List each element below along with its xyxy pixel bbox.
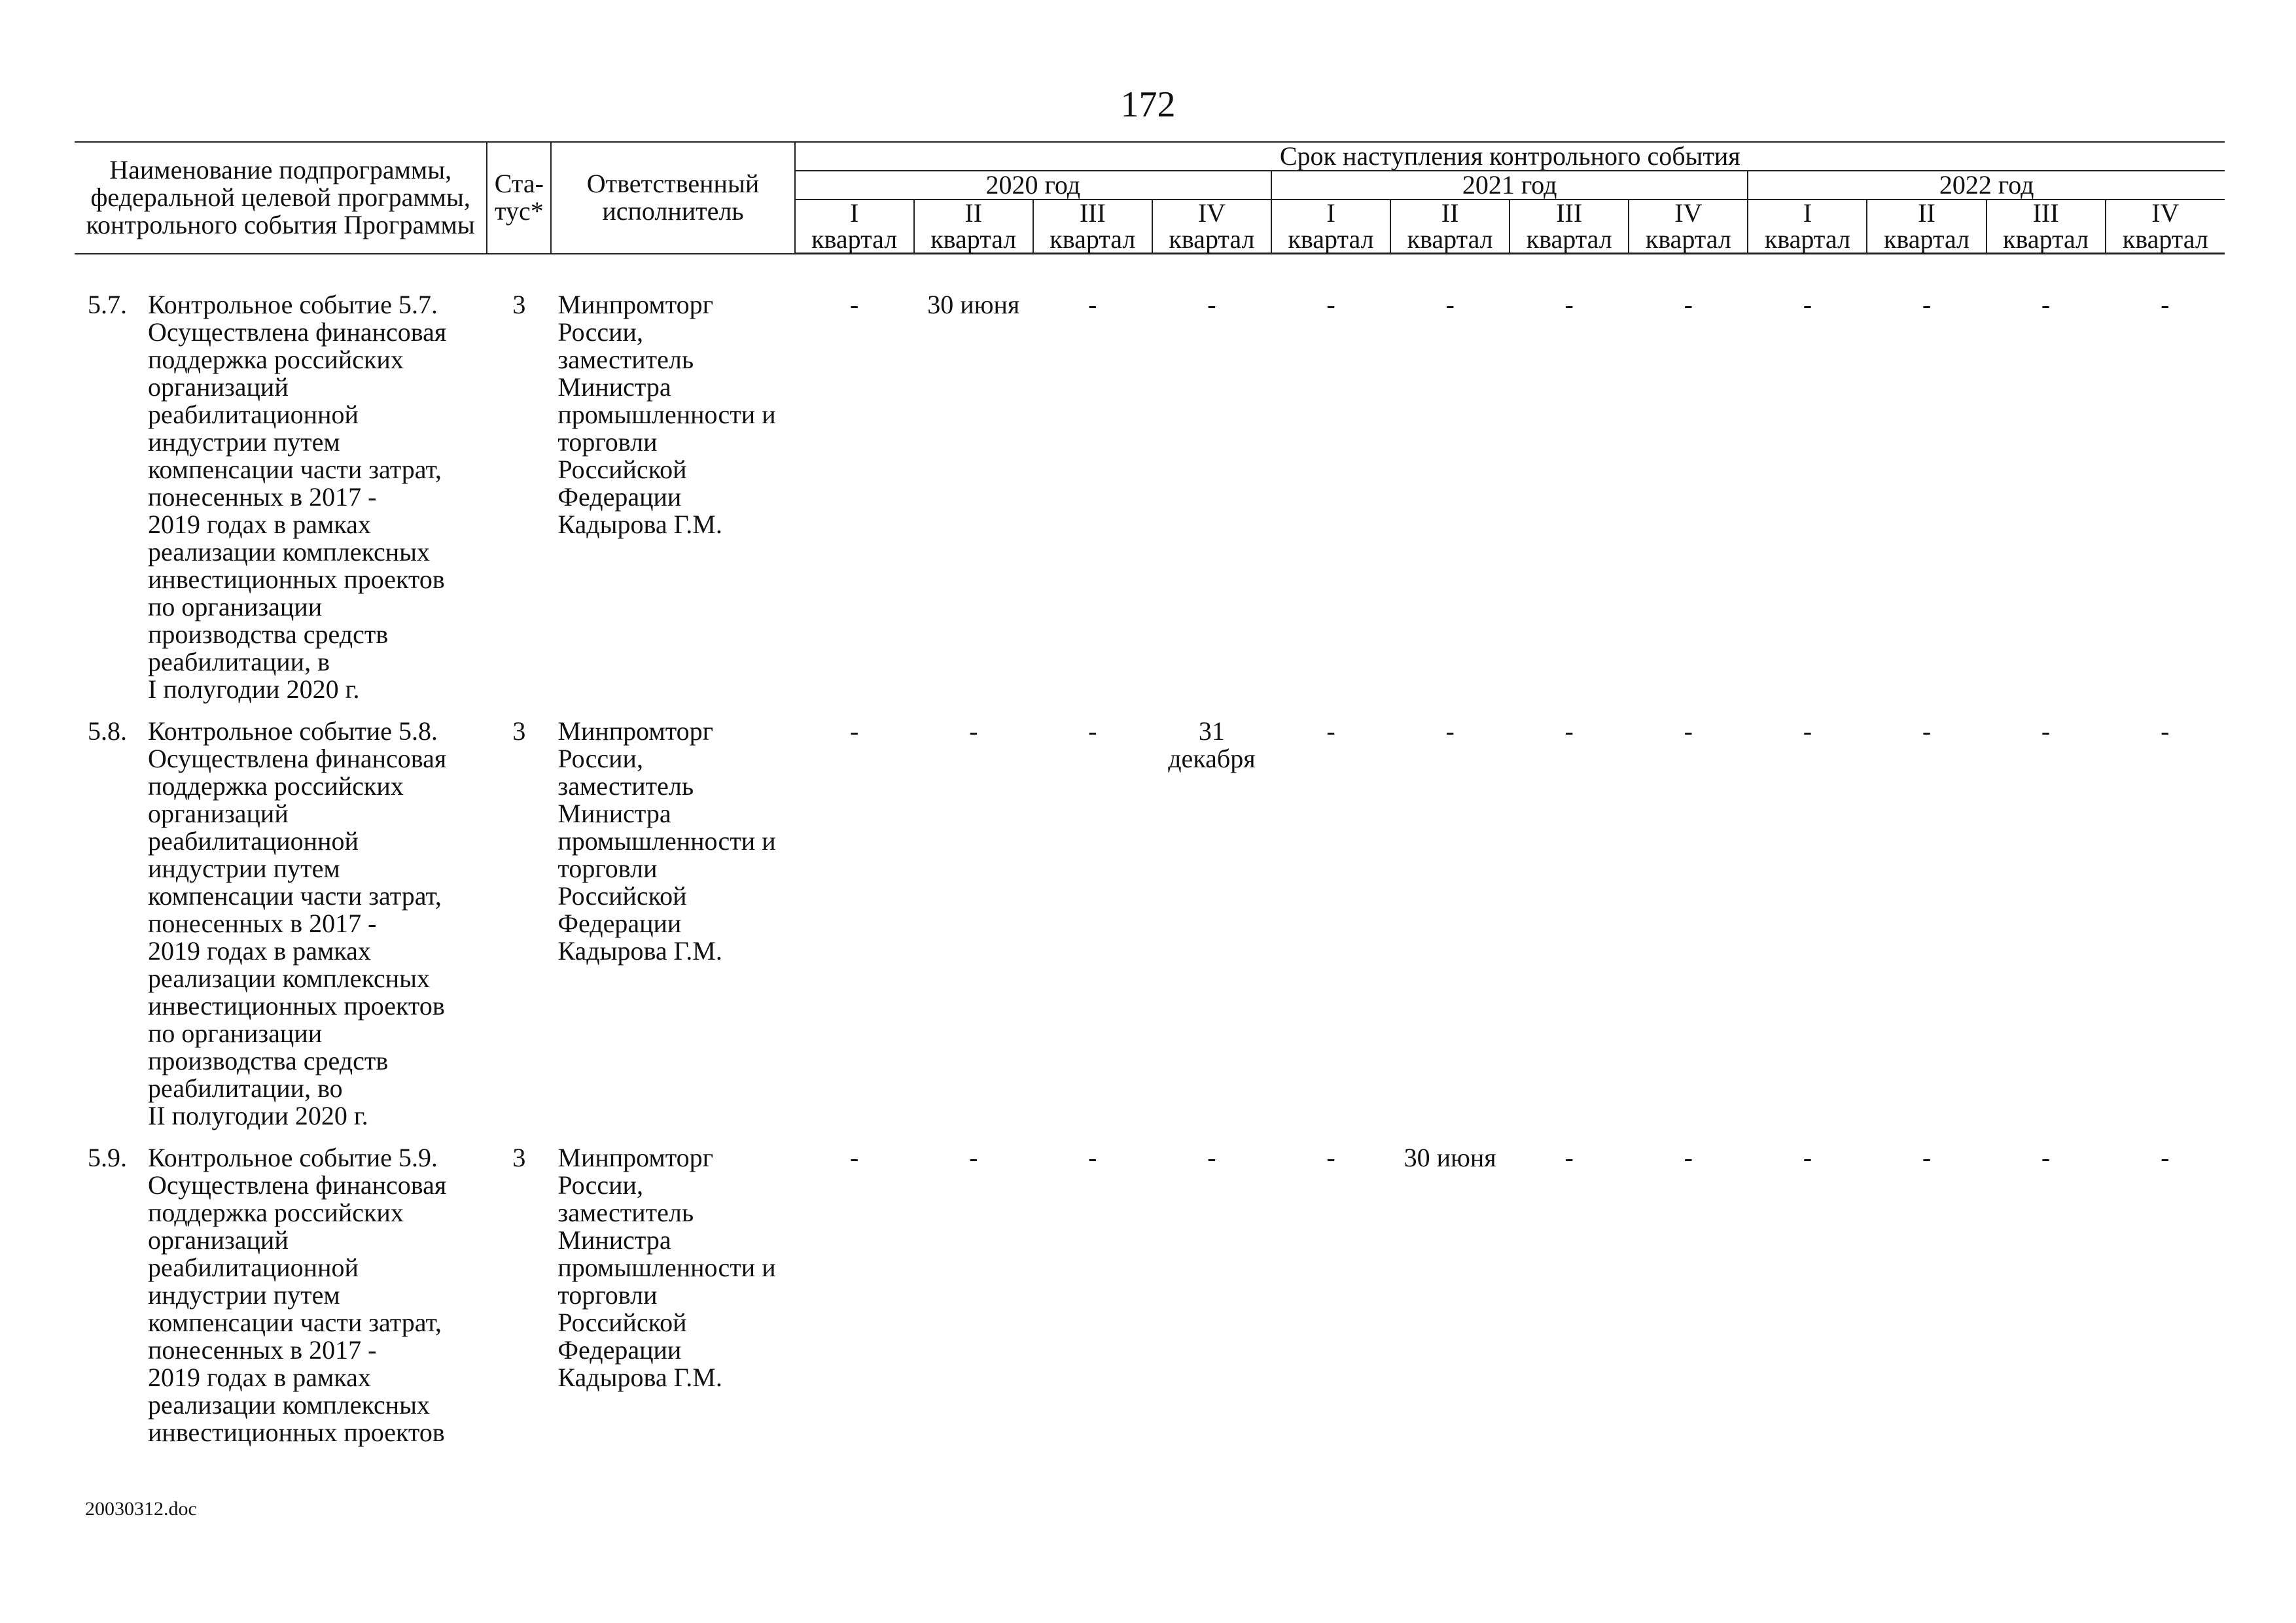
table-row [75,1144,2225,1446]
event-description: Контрольное событие 5.8. Осуществлена финансовая поддержка российских организаций реабилитационной индустрии путем компенсации части затрат, понесенных в 2017 - 2019 годах в рамках реализации комплексных инвестиционных проектов по организации производства средств реабилитации, во II полугодии 2020 г. [148,716,447,1130]
event-number: 5.8. [88,716,127,746]
quarter-value: - [1684,1143,1693,1172]
quarter-value: - [1803,290,1812,319]
quarter-value: - [1326,1143,1335,1172]
quarter-value: - [2161,290,2170,319]
quarter-value: 31 декабря [1168,716,1256,773]
quarter-value: - [2161,1143,2170,1172]
header-quarter: I квартал [1748,200,1867,254]
header-quarter: I квартал [1271,200,1390,254]
header-quarter: II квартал [914,200,1033,254]
quarter-value: - [1088,290,1097,319]
header-year-2022: 2022 год [1748,171,2225,200]
header-year-2020: 2020 год [795,171,1271,200]
header-quarter: IV квартал [1152,200,1271,254]
event-name-cell [75,718,487,1130]
header-quarter: IV квартал [2106,200,2225,254]
quarter-value: - [1326,290,1335,319]
header-deadline: Срок наступления контрольного события [795,142,2225,171]
event-executor: Минпромторг России, заместитель Министра промышленности и торговли Российской Федерации Кадырова Г.М. [557,1143,776,1392]
header-name: Наименование подпрограммы, федеральной целевой программы, контрольного события Программы [75,142,487,254]
quarter-value: - [1326,716,1335,746]
quarter-value: - [969,1143,978,1172]
quarter-value: - [2161,716,2170,746]
quarter-value: - [1088,716,1097,746]
event-status: 3 [512,290,526,319]
quarter-value: - [1684,716,1693,746]
event-executor: Минпромторг России, заместитель Министра промышленности и торговли Российской Федерации Кадырова Г.М. [557,716,776,966]
quarter-value: - [1922,1143,1932,1172]
quarter-value: - [1803,1143,1812,1172]
event-description: Контрольное событие 5.9. Осуществлена финансовая поддержка российских организаций реабилитационной индустрии путем компенсации части затрат, понесенных в 2017 - 2019 годах в рамках реализации комплексных инвестиционных проектов [148,1143,447,1447]
executor-cell [551,291,794,703]
quarter-value: - [2041,1143,2051,1172]
quarter-value: 30 июня [927,290,1020,319]
control-events-table [75,141,2225,1446]
quarter-value: - [969,716,978,746]
event-executor: Минпромторг России, заместитель Министра промышленности и торговли Российской Федерации Кадырова Г.М. [557,290,776,539]
header-year-2021: 2021 год [1271,171,1748,200]
quarter-value: - [849,290,859,319]
header-quarter: I квартал [795,200,914,254]
quarter-value: - [2041,716,2051,746]
header-quarter: II квартал [1390,200,1510,254]
quarter-value: - [1564,716,1574,746]
quarter-value: - [1564,1143,1574,1172]
event-name-cell [75,291,487,703]
quarter-value: - [1445,716,1455,746]
header-executor: Ответственный исполнитель [551,142,794,254]
quarter-value: - [1207,290,1216,319]
quarter-value: - [1207,1143,1216,1172]
quarter-value: - [849,1143,859,1172]
executor-cell [551,718,794,1130]
event-name-cell [75,1144,487,1446]
quarter-value: - [1684,290,1693,319]
event-number: 5.9. [88,1143,127,1172]
table-row [75,718,2225,1130]
table-body [75,254,2225,1447]
event-status: 3 [512,1143,526,1172]
quarter-value: - [1922,716,1932,746]
quarter-value: - [1922,290,1932,319]
quarter-value: - [1803,716,1812,746]
quarter-value: 30 июня [1404,1143,1496,1172]
quarter-value: - [1445,290,1455,319]
header-quarter: III квартал [1987,200,2106,254]
header-status: Ста- тус* [487,142,551,254]
footer-filename: 20030312.doc [85,1498,197,1520]
table-row [75,291,2225,703]
header-quarter: IV квартал [1629,200,1748,254]
quarter-value: - [1088,1143,1097,1172]
header-quarter: III квартал [1033,200,1152,254]
quarter-value: - [1564,290,1574,319]
quarter-value: - [849,716,859,746]
event-status: 3 [512,716,526,746]
table-header [75,142,2225,254]
quarter-value: - [2041,290,2051,319]
header-quarter: II квартал [1867,200,1986,254]
event-number: 5.7. [88,290,127,319]
executor-cell [551,1144,794,1446]
event-description: Контрольное событие 5.7. Осуществлена финансовая поддержка российских организаций реабилитационной индустрии путем компенсации части затрат, понесенных в 2017 - 2019 годах в рамках реализации комплексных инвестиционных проектов по организации производства средств реабилитации, в I полугодии 2020 г. [148,290,447,704]
page-number: 172 [1120,84,1176,125]
header-quarter: III квартал [1510,200,1629,254]
